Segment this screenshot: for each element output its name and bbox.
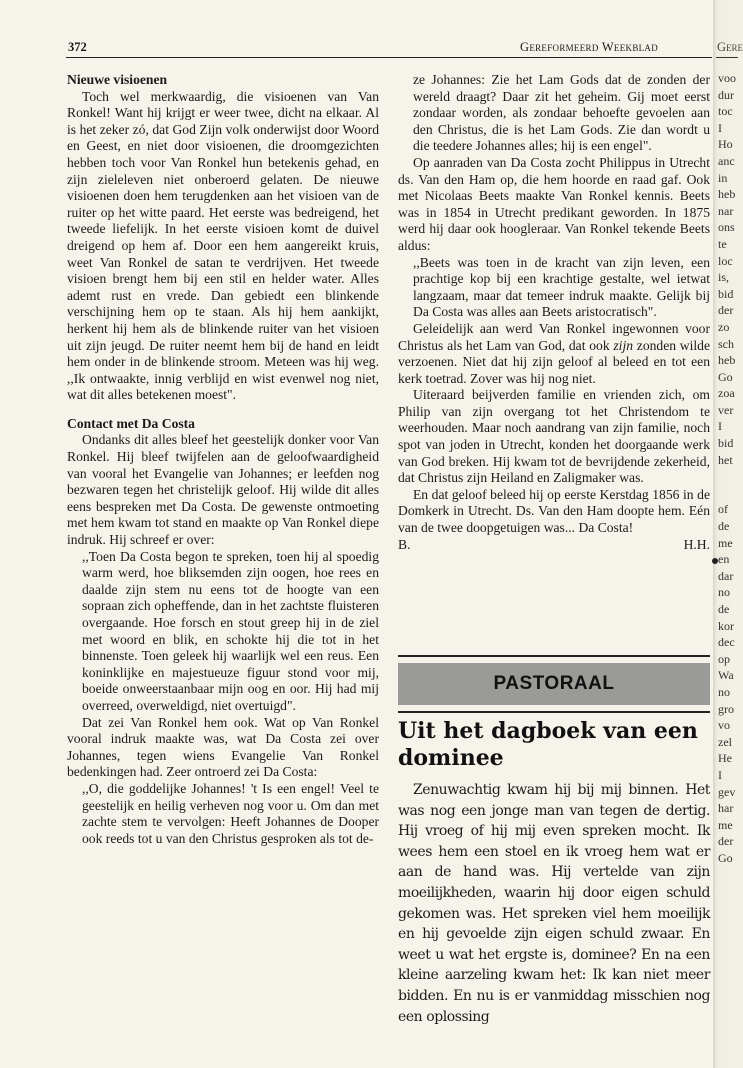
- next-page-fragment: gro: [718, 701, 734, 716]
- next-page-fragment: toc: [718, 104, 733, 119]
- author-initials: H.H.: [683, 536, 710, 552]
- paragraph: En dat geloof beleed hij op eerste Kerstdag 1856 in de Domkerk in Utrecht. Ds. Van den Ham doopte hem. Eén van de twee doopgetuigen was... Da Costa!: [398, 486, 710, 536]
- paragraph: Ondanks dit alles bleef het geestelijk donker voor Van Ronkel. Hij bleef twijfelen aan de geloofwaardigheid van vooral het Evangelie van Johannes; er leefden nog bezwaren tegen het christelijk geloof. Hij wilde dit alles eens bespreken met Da Costa. De gewenste ontmoeting met hem kwam tot stand en maakte op Van Ronkel diepe indruk. Hij schreef er over:: [67, 432, 379, 548]
- section-heading: Contact met Da Costa: [67, 415, 195, 431]
- next-page-fragment: zel: [718, 734, 732, 749]
- signature-initial: B.: [398, 536, 411, 552]
- next-page-fragment: dec: [718, 635, 735, 650]
- next-page-fragment: gev: [718, 784, 736, 799]
- next-page-fragment: I: [718, 767, 722, 782]
- next-page-fragment: dur: [718, 87, 734, 102]
- text-run: Geleidelijk aan werd Van Ronkel ingewonnen voor Christus als het Lam van God, dat ook: [398, 320, 710, 353]
- next-page-fragment: no: [718, 684, 730, 699]
- next-page-fragment: He: [718, 751, 732, 766]
- next-page-fragment: is,: [718, 270, 730, 285]
- next-page-fragment: te: [718, 236, 727, 251]
- next-page-fragment: het: [718, 452, 733, 467]
- quotation-continued: ze Johannes: Zie het Lam Gods dat de zonden der wereld draagt? Daar zit het geheim. Gij moet eerst zondaar worden, als zondaar behoefte gevoelen aan den Christus, die is het Lam Gods. Zie dan wordt u die teedere Johannes alles; hij is een engel".: [413, 72, 710, 154]
- next-page-fragment: de: [718, 519, 730, 534]
- next-page-fragment: Go: [718, 850, 733, 865]
- next-page-fragment: op: [718, 651, 730, 666]
- next-page-fragment: voo: [718, 71, 736, 85]
- next-page-fragment: [718, 468, 738, 485]
- quotation: ,,Beets was toen in de kracht van zijn leven, een prachtige kop bij een krachtige gestalte, wel ietwat langzaam, maar dat temeer indruk maakte. Gelijk bij Da Costa was alles aan Beets aristocratisch".: [413, 254, 710, 320]
- section-banner-label: PASTORAAL: [398, 663, 710, 705]
- header-rule: [66, 57, 712, 58]
- paragraph: Dat zei Van Ronkel hem ook. Wat op Van Ronkel vooral indruk maakte was, wat Da Costa zei over Johannes, tegen wiens Evangelie Van Ronkel bedenkingen had. Zeer ontroerd zei Da Costa:: [67, 714, 379, 780]
- quotation: ,,O, die goddelijke Johannes! 't Is een engel! Veel te geestelijk en heilig verheven nog voor u. Om dan met zachte stem te vervolgen: Heeft Johannes de Dooper ook reeds tot u van den Christus gesproken als tot de-: [82, 780, 379, 846]
- column-left: [67, 72, 379, 847]
- next-page-edge: [718, 70, 738, 867]
- next-page-fragment: [718, 485, 738, 502]
- next-page-fragment: of: [718, 502, 728, 517]
- column-right: [398, 72, 710, 553]
- quotation: ,,Toen Da Costa begon te spreken, toen hij al spoedig warm werd, hoe bliksemden zijn oogen, hoe rees en daalde zijn stem nu eens tot de hoogte van een sopraan zich opheffende, dan in het zachtste fluisteren overgaande. Hoe forsch en stout greep hij in de ziel met woord en blik, en schokte hij die tot in het binnenste. Toen geleek hij waarlijk wel een reus. Een koninklijke en majestueuze figuur stond voor mij, boeide onweerstaanbaar mijn oog en oor. Hij had mij overreed, overweldigd, niet overtuigd".: [82, 548, 379, 713]
- next-page-fragment: en: [718, 552, 730, 567]
- next-page-fragment: Go: [718, 369, 733, 384]
- page-number: 372: [68, 40, 87, 54]
- next-page-fragment: zoa: [718, 386, 735, 401]
- next-page-fragment: I: [718, 120, 722, 135]
- emphasis: zijn: [613, 337, 634, 353]
- signature-line: [398, 537, 710, 554]
- paragraph: Toch wel merkwaardig, die visioenen van Van Ronkel! Want hij krijgt er weer twee, dicht na elkaar. Al is het zeker zó, dat God Zijn volk onderwijst door Woord en Geest, en niet door visioenen, die droomgezichten hebben toch voor Van Ronkel hun betekenis gehad, en zijn zieleleven niet onberoerd gelaten. De nieuwe visioenen doen hem terugdenken aan het visioen van de ruiter op het witte paard. Het eerste was bedreigend, het tweede liefelijk. In het eerste visioen komt de duivel dreigend op hem af. Door een hem aangereikt kruis, weet Van Ronkel de satan te verdrijven. Het tweede visioen brengt hem bij een stil en helder water. Alles ademt rust en vrede. Dan gebiedt een blinkende verschijning hem op te staan. Als hij hem aankijkt, herkent hij hem als de blinkende ruiter van het visioen uit zijn jeugd. De ruiter neemt hem bij de hand en leidt hem onder in de blinkende stroom. Meteen was hij weg. ,,Ik ontwaakte, innig verblijd en wist evenwel nog niet, wat dit alles betekenen moest".: [67, 88, 379, 403]
- next-page-fragment: I: [718, 419, 722, 434]
- section-heading: Nieuwe visioenen: [67, 72, 168, 87]
- next-page-fragment: me: [718, 817, 733, 832]
- next-page-fragment: ons: [718, 220, 735, 235]
- next-page-fragment: zo: [718, 319, 730, 334]
- right-page-rule: [716, 57, 738, 58]
- next-page-fragment: loc: [718, 253, 733, 268]
- section-banner: [398, 655, 710, 713]
- next-page-fragment: heb: [718, 353, 736, 368]
- running-head: Gereformeerd Weekblad: [520, 40, 659, 54]
- next-page-fragment: har: [718, 801, 734, 816]
- next-page-fragment: me: [718, 535, 733, 550]
- article-body: [398, 780, 710, 1027]
- next-page-fragment: vo: [718, 718, 730, 733]
- article-title: Uit het dagboek van een dominee: [398, 718, 698, 771]
- next-page-fragment: sch: [718, 336, 734, 351]
- next-page-fragment: heb: [718, 187, 736, 202]
- next-page-fragment: der: [718, 303, 734, 318]
- next-page-fragment: dar: [718, 568, 734, 583]
- next-page-fragment: kor: [718, 618, 734, 633]
- paragraph: [398, 321, 710, 387]
- paragraph: Op aanraden van Da Costa zocht Philippus in Utrecht ds. Van den Ham op, die hem hoorde en raad gaf. Ook met Nicolaas Beets maakte Van Ronkel kennis. Beets was in 1854 in Utrecht predikant geworden. In 1875 werd hij daar ook hoogleraar. Van Ronkel tekende Beets aldus:: [398, 154, 710, 253]
- next-page-fragment: bid: [718, 286, 734, 301]
- right-page-head: Gere: [717, 40, 743, 54]
- next-page-fragment: Ho: [718, 137, 733, 152]
- next-page-fragment: der: [718, 834, 734, 849]
- next-page-fragment: nar: [718, 203, 734, 218]
- next-page-fragment: in: [718, 170, 728, 185]
- paragraph: Zenuwachtig kwam hij bij mij binnen. Het was nog een jonge man van tegen de dertig. Hij vroeg of hij mij even spreken mocht. Ik wees hem een stoel en ik vroeg hem wat er aan de hand was. Hij vertelde van zijn moeilijkheden, waarin hij door eigen schuld gekomen was. Het spreken viel hem moeilijk en hij gevoelde zijn eigen schuld zwaar. En weet u wat het ergste is, dominee? En na een kleine aarzeling kwam het: Ik kan niet meer bidden. En nu is er vanmiddag misschien nog een oplossing: [398, 782, 710, 1025]
- next-page-fragment: ver: [718, 402, 734, 417]
- paragraph: Uiteraard beijverden familie en vrienden zich, om Philip van zijn overgang tot het Christendom te weerhouden. Maar noch aandrang van zijn familie, noch spot van joden in Utrecht, konden het doorgaande werk van God breken. Hij kwam tot de bevrijdende zekerheid, dat Christus zijn Heiland en Zaligmaker was.: [398, 387, 710, 486]
- next-page-fragment: de: [718, 602, 730, 616]
- next-page-fragment: anc: [718, 153, 735, 168]
- next-page-fragment: no: [718, 585, 730, 600]
- text-run: zonden wilde verzoenen. Niet dat hij zijn geloof al beleed en tot een kerk toetrad. Zover was hij nog niet.: [398, 337, 710, 386]
- next-page-fragment: Wa: [718, 668, 734, 683]
- next-page-fragment: bid: [718, 436, 734, 451]
